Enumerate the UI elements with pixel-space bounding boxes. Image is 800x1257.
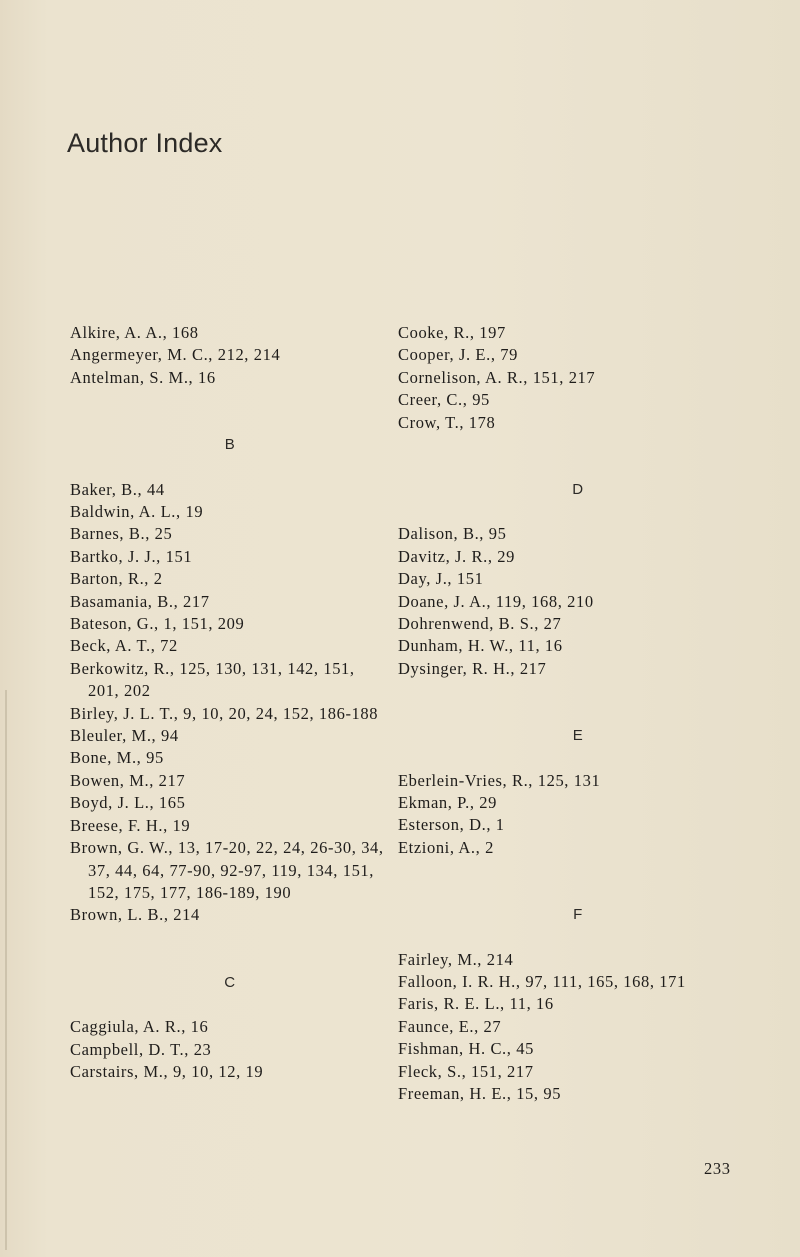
index-entry: Boyd, J. L., 165 bbox=[70, 793, 186, 813]
index-group bbox=[70, 927, 390, 1084]
index-entry: Baldwin, A. L., 19 bbox=[70, 502, 204, 522]
index-entry: Fishman, H. C., 45 bbox=[398, 1039, 534, 1059]
index-entry: Doane, J. A., 119, 168, 210 bbox=[398, 591, 594, 611]
section-letter: C bbox=[224, 973, 236, 991]
index-entry: Fairley, M., 214 bbox=[398, 949, 514, 969]
index-entry: Davitz, J. R., 29 bbox=[398, 546, 515, 566]
index-entry: Basamania, B., 217 bbox=[70, 591, 210, 611]
group-spacer bbox=[70, 389, 390, 434]
index-group bbox=[398, 859, 758, 1105]
index-entry: Bowen, M., 217 bbox=[70, 770, 186, 790]
index-group bbox=[398, 322, 758, 434]
index-group bbox=[398, 680, 758, 859]
index-entry: Dalison, B., 95 bbox=[398, 524, 507, 544]
index-entry: Etzioni, A., 2 bbox=[398, 837, 494, 857]
group-spacer bbox=[398, 748, 758, 770]
index-entry: Bleuler, M., 94 bbox=[70, 726, 179, 746]
index-entry: Birley, J. L. T., 9, 10, 20, 24, 152, 186-188 bbox=[70, 703, 379, 723]
index-entry: Breese, F. H., 19 bbox=[70, 815, 191, 835]
index-entry: Cornelison, A. R., 151, 217 bbox=[398, 367, 596, 387]
index-entry: Day, J., 151 bbox=[398, 569, 484, 589]
index-entry: Berkowitz, R., 125, 130, 131, 142, 151, 201, 202 bbox=[70, 658, 355, 701]
index-entry: Dysinger, R. H., 217 bbox=[398, 658, 547, 678]
index-entry: Falloon, I. R. H., 97, 111, 165, 168, 171 bbox=[398, 972, 686, 992]
index-entry: Bateson, G., 1, 151, 209 bbox=[70, 614, 245, 634]
group-spacer bbox=[398, 434, 758, 479]
index-entry: Campbell, D. T., 23 bbox=[70, 1039, 212, 1059]
index-entry: Carstairs, M., 9, 10, 12, 19 bbox=[70, 1061, 264, 1081]
index-entry: Alkire, A. A., 168 bbox=[70, 323, 199, 342]
index-entry: Cooper, J. E., 79 bbox=[398, 345, 518, 365]
index-entry: Beck, A. T., 72 bbox=[70, 636, 178, 656]
index-entry: Crow, T., 178 bbox=[398, 412, 496, 432]
index-entry: Dunham, H. W., 11, 16 bbox=[398, 636, 563, 656]
index-entry: Baker, B., 44 bbox=[70, 479, 165, 499]
page-edge-shadow bbox=[5, 690, 7, 1250]
index-entry: Antelman, S. M., 16 bbox=[70, 367, 216, 387]
index-group bbox=[70, 322, 390, 389]
index-group bbox=[398, 434, 758, 680]
section-letter: E bbox=[572, 727, 584, 745]
index-column-left bbox=[70, 322, 390, 1083]
index-entry: Dohrenwend, B. S., 27 bbox=[398, 614, 562, 634]
page-title: Author Index bbox=[67, 128, 223, 158]
group-spacer bbox=[398, 859, 758, 904]
index-entry: Angermeyer, M. C., 212, 214 bbox=[70, 345, 281, 365]
index-column-right bbox=[398, 322, 758, 1106]
index-entry: Barnes, B., 25 bbox=[70, 524, 173, 544]
index-entry: Bone, M., 95 bbox=[70, 748, 164, 768]
index-entry: Cooke, R., 197 bbox=[398, 323, 506, 342]
page-number: 233 bbox=[704, 1159, 731, 1178]
index-entry: Eberlein-Vries, R., 125, 131 bbox=[398, 770, 601, 790]
index-entry: Ekman, P., 29 bbox=[398, 793, 498, 813]
group-spacer bbox=[70, 927, 390, 972]
index-entry: Bartko, J. J., 151 bbox=[70, 546, 193, 566]
group-spacer bbox=[398, 927, 758, 949]
index-entry: Brown, G. W., 13, 17-20, 22, 24, 26-30, 34, 37, 44, 64, 77-90, 92-97, 119, 134, 151, 152, 175, 177, 186-189, 190 bbox=[70, 838, 384, 902]
section-letter: F bbox=[573, 906, 583, 924]
index-entry: Caggiula, A. R., 16 bbox=[70, 1017, 209, 1037]
group-spacer bbox=[70, 457, 390, 479]
index-entry: Esterson, D., 1 bbox=[398, 815, 505, 835]
index-entry: Faris, R. E. L., 11, 16 bbox=[398, 994, 554, 1014]
index-entry: Fleck, S., 151, 217 bbox=[398, 1061, 534, 1081]
index-entry: Barton, R., 2 bbox=[70, 569, 163, 589]
section-letter: D bbox=[572, 481, 584, 499]
index-entry: Faunce, E., 27 bbox=[398, 1016, 502, 1036]
group-spacer bbox=[398, 501, 758, 523]
index-entry: Brown, L. B., 214 bbox=[70, 905, 200, 925]
group-spacer bbox=[70, 994, 390, 1016]
index-entry: Freeman, H. E., 15, 95 bbox=[398, 1084, 562, 1104]
index-entry: Creer, C., 95 bbox=[398, 390, 490, 410]
group-spacer bbox=[398, 680, 758, 725]
index-group bbox=[70, 389, 390, 927]
section-letter: B bbox=[224, 436, 236, 454]
